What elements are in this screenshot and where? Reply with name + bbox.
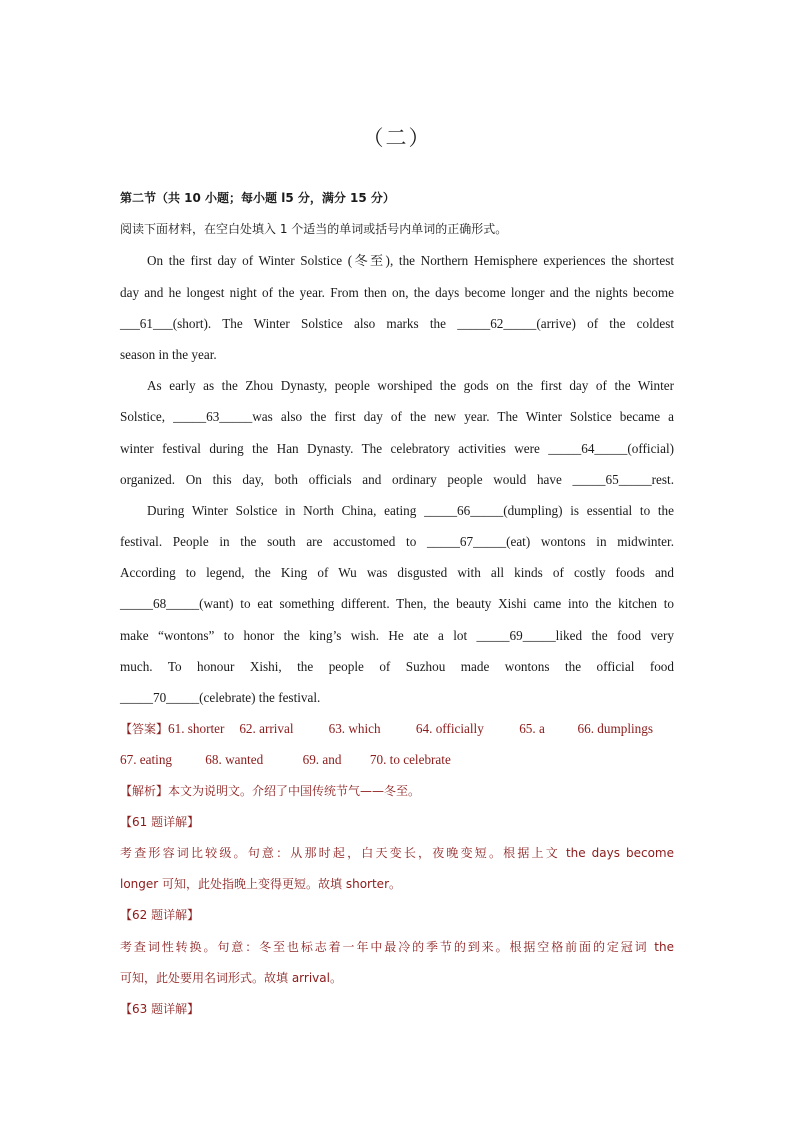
passage-line: much. To honour Xishi, the people of Suzhou made wontons the official food bbox=[120, 658, 674, 674]
passage-line: Solstice, _____63_____was also the first day of the new year. The Winter Solstice became a bbox=[120, 409, 674, 425]
answer-row bbox=[120, 713, 674, 744]
answer-item: 68. wanted bbox=[205, 752, 264, 768]
q62-label: 【62 题详解】 bbox=[120, 908, 200, 923]
answer-item: 62. arrival bbox=[239, 721, 294, 737]
analysis-line: 可知，此处要用名词形式。故填 arrival。 bbox=[120, 970, 342, 985]
answer-item: 69. and bbox=[302, 752, 342, 768]
q63-label: 【63 题详解】 bbox=[120, 1001, 200, 1016]
passage-line: winter festival during the Han Dynasty. The celebratory activities were _____64_____(official) bbox=[120, 440, 674, 456]
answer-item: 65. a bbox=[519, 721, 545, 737]
passage-line: season in the year. bbox=[120, 346, 217, 362]
passage-line: During Winter Solstice in North China, eating _____66_____(dumpling) is essential to the bbox=[147, 502, 674, 518]
passage-line: As early as the Zhou Dynasty, people worshiped the gods on the first day of the Winter bbox=[147, 378, 674, 394]
document-body bbox=[120, 183, 674, 1025]
answer-item: 63. which bbox=[328, 721, 381, 737]
section-heading: 第二节（共 10 小题；每小题 l5 分，满分 15 分） bbox=[120, 191, 395, 205]
passage-line: ___61___(short). The Winter Solstice also marks the _____62_____(arrive) of the coldest bbox=[120, 315, 674, 331]
analysis-line: 考查形容词比较级。句意：从那时起，白天变长，夜晚变短。根据上文 the days become bbox=[120, 845, 674, 860]
answer-row bbox=[120, 744, 674, 775]
answer-item: 67. eating bbox=[120, 752, 173, 768]
passage-line: According to legend, the King of Wu was disgusted with all kinds of costly foods and bbox=[120, 565, 674, 581]
answer-item: 64. officially bbox=[415, 721, 484, 737]
analysis-summary: 【解析】本文为说明文。介绍了中国传统节气——冬至。 bbox=[120, 783, 421, 798]
page-title: （二） bbox=[362, 126, 432, 150]
answer-label: 【答案】 bbox=[120, 722, 169, 737]
section-instruction: 阅读下面材料，在空白处填入 1 个适当的单词或括号内单词的正确形式。 bbox=[120, 222, 508, 237]
answer-item: 61. shorter bbox=[168, 721, 225, 737]
passage-line: _____70_____(celebrate) the festival. bbox=[120, 690, 321, 705]
passage-line: festival. People in the south are accustomed to _____67_____(eat) wontons in midwinter. bbox=[120, 534, 674, 550]
answer-item: 66. dumplings bbox=[577, 721, 653, 737]
passage-line: day and he longest night of the year. From then on, the days become longer and the nights become bbox=[120, 284, 674, 300]
analysis-line: longer 可知，此处指晚上变得更短。故填 shorter。 bbox=[120, 877, 401, 892]
passage-line: _____68_____(want) to eat something different. Then, the beauty Xishi came into the kitchen to bbox=[120, 596, 674, 612]
q61-label: 【61 题详解】 bbox=[120, 814, 200, 829]
passage-line: On the first day of Winter Solstice (冬至), the Northern Hemisphere experiences the shortest bbox=[147, 253, 674, 269]
analysis-line: 考查词性转换。句意：冬至也标志着一年中最冷的季节的到来。根据空格前面的定冠词 the bbox=[120, 939, 674, 954]
passage-line: make “wontons” to honor the king’s wish. He ate a lot _____69_____liked the food very bbox=[120, 627, 674, 643]
passage-line: organized. On this day, both officials and ordinary people would have _____65_____rest. bbox=[120, 471, 674, 487]
answer-item: 70. to celebrate bbox=[369, 752, 451, 768]
